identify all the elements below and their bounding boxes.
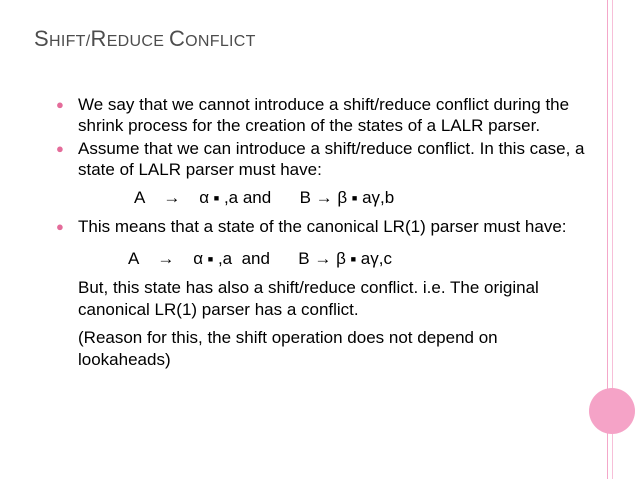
bullet-text: Assume that we can introduce a shift/reduce conflict. In this case, a state of LALR parser must have:: [78, 139, 585, 179]
bullet-item: [56, 138, 596, 180]
formula-symbol: B: [299, 188, 311, 207]
formula-text: ,a and: [223, 188, 272, 207]
formula-symbol: β: [336, 249, 346, 268]
formula-lr1: [56, 249, 596, 269]
formula-text: ,a and: [217, 249, 270, 268]
formula-symbol: A: [128, 249, 139, 268]
slide-title: [34, 26, 256, 52]
formula-text: aγ,c: [360, 249, 392, 268]
formula-symbol: B: [298, 249, 310, 268]
formula-text: aγ,b: [362, 188, 395, 207]
title-letter: C: [168, 26, 186, 51]
item-dot-icon: ■: [350, 254, 357, 264]
slide-content: [56, 94, 596, 371]
formula-symbol: α: [199, 188, 210, 207]
bullet-text: This means that a state of the canonical LR(1) parser must have:: [78, 217, 567, 236]
formula-symbol: α: [193, 249, 204, 268]
bullet-item: [56, 94, 596, 136]
item-dot-icon: ■: [213, 193, 220, 203]
bullet-icon: ●: [56, 97, 64, 112]
arrow-icon: →: [163, 188, 181, 207]
title-text: EDUCE: [106, 33, 169, 50]
title-letter: R: [90, 26, 107, 51]
decorative-circle: [589, 388, 635, 434]
formula-lalr: [56, 188, 596, 208]
bullet-item: [56, 216, 596, 237]
bullet-icon: ●: [56, 219, 64, 234]
item-dot-icon: ■: [351, 193, 358, 203]
title-text: HIFT/: [48, 33, 91, 50]
arrow-icon: →: [157, 249, 175, 268]
arrow-icon: →: [314, 249, 332, 268]
paragraph: (Reason for this, the shift operation does not depend on lookaheads): [78, 328, 498, 369]
title-letter: S: [34, 26, 49, 51]
formula-symbol: β: [337, 188, 348, 207]
formula-symbol: A: [134, 188, 145, 207]
paragraph: But, this state has also a shift/reduce conflict. i.e. The original canonical LR(1) parser has a conflict.: [78, 278, 539, 319]
arrow-icon: →: [315, 188, 333, 207]
item-dot-icon: ■: [207, 254, 214, 264]
title-text: ONFLICT: [185, 33, 256, 50]
bullet-icon: ●: [56, 141, 64, 156]
bullet-text: We say that we cannot introduce a shift/reduce conflict during the shrink process for the creation of the states of a LALR parser.: [78, 95, 570, 135]
